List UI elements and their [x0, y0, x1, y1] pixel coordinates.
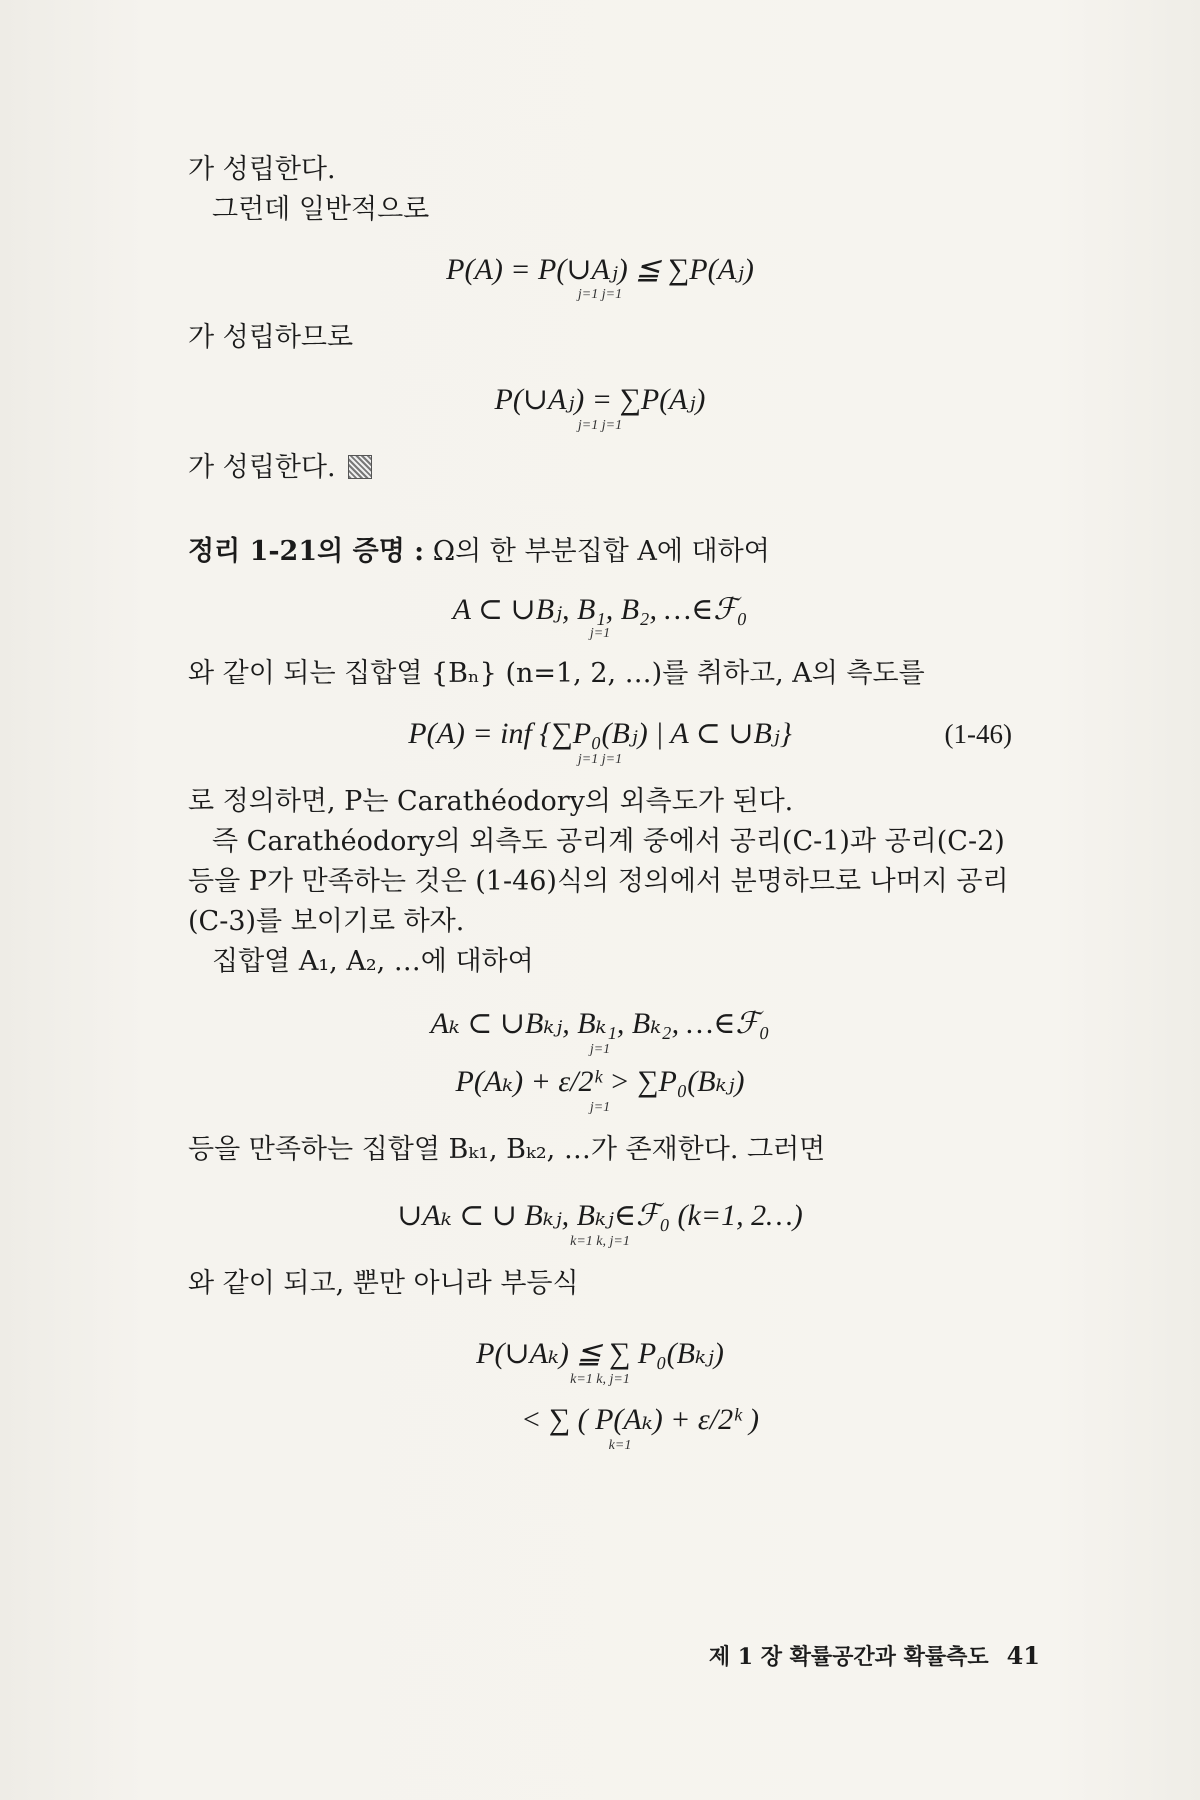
equation: P(Aₖ) + ε/2ᵏ > ∑P₀(Bₖⱼ) [455, 1065, 745, 1098]
text-line: 와 같이 되고, 뿐만 아니라 부등식 [188, 1268, 579, 1299]
text-line: 그런데 일반적으로 [212, 194, 430, 225]
equation [0, 714, 1200, 754]
text-line: 가 성립하므로 [188, 322, 354, 353]
text-line: 즉 Carathéodory의 외측도 공리계 중에서 공리(C-1)과 공리(C-2) [212, 826, 1005, 857]
text-span: Ω의 한 부분집합 A에 대하여 [432, 536, 770, 567]
page-number: 41 [1006, 1641, 1040, 1670]
text-line: 가 성립한다. [188, 154, 336, 185]
equation-limits: j=1 j=1 [577, 418, 623, 433]
text-line: 등을 만족하는 집합열 Bₖ₁, Bₖ₂, …가 존재한다. 그러면 [188, 1134, 826, 1165]
equation-limits: j=1 j=1 [577, 287, 623, 302]
equation-limits: j=1 [589, 1042, 611, 1057]
equation-limits: j=1 [589, 1100, 611, 1115]
equation-limits: k=1 k, j=1 [570, 1372, 630, 1387]
text-line: 로 정의하면, P는 Carathéodory의 외측도가 된다. [188, 786, 794, 817]
equation-limits: k=1 [608, 1438, 632, 1453]
equation-limits: j=1 [589, 626, 611, 641]
equation-number: (1-46) [944, 719, 1012, 749]
equation: < ∑ ( P(Aₖ) + ε/2ᵏ ) [520, 1403, 760, 1436]
equation: ∪Aₖ ⊂ ∪ Bₖⱼ, Bₖⱼ∈ℱ₀ (k=1, 2…) [397, 1199, 803, 1232]
equation: P(∪Aₖ) ≦ ∑ P₀(Bₖⱼ) [476, 1337, 724, 1370]
text-span: 가 성립한다. [188, 452, 336, 483]
chapter-title: 제 1 장 확률공간과 확률측도 [708, 1644, 989, 1670]
equation: P(∪Aⱼ) = ∑P(Aⱼ) [494, 383, 706, 416]
equation-body: P(A) = inf {∑P₀(Bⱼ) | A ⊂ ∪Bⱼ} [408, 717, 792, 750]
equation: P(A) = P(∪Aⱼ) ≦ ∑P(Aⱼ) [446, 253, 754, 286]
text-line: 와 같이 되는 집합열 {Bₙ} (n=1, 2, …)를 취하고, A의 측도를 [188, 658, 925, 689]
equation-limits: k=1 k, j=1 [570, 1234, 630, 1249]
text-line [188, 532, 1050, 572]
equation-limits: j=1 j=1 [577, 752, 623, 767]
equation: Aₖ ⊂ ∪Bₖⱼ, Bₖ₁, Bₖ₂, …∈ℱ₀ [430, 1007, 770, 1040]
text-line: 집합열 A₁, A₂, …에 대하여 [212, 946, 534, 977]
text-line [188, 448, 1050, 488]
text-line: (C-3)를 보이기로 하자. [188, 906, 465, 937]
page-footer [0, 1640, 1200, 1671]
text-line: 등을 P가 만족하는 것은 (1-46)식의 정의에서 분명하므로 나머지 공리 [188, 866, 1009, 897]
proof-label: 정리 1-21의 증명 : [188, 536, 425, 567]
qed-mark-icon [348, 455, 372, 479]
equation: A ⊂ ∪Bⱼ, B₁, B₂, …∈ℱ₀ [452, 593, 748, 626]
